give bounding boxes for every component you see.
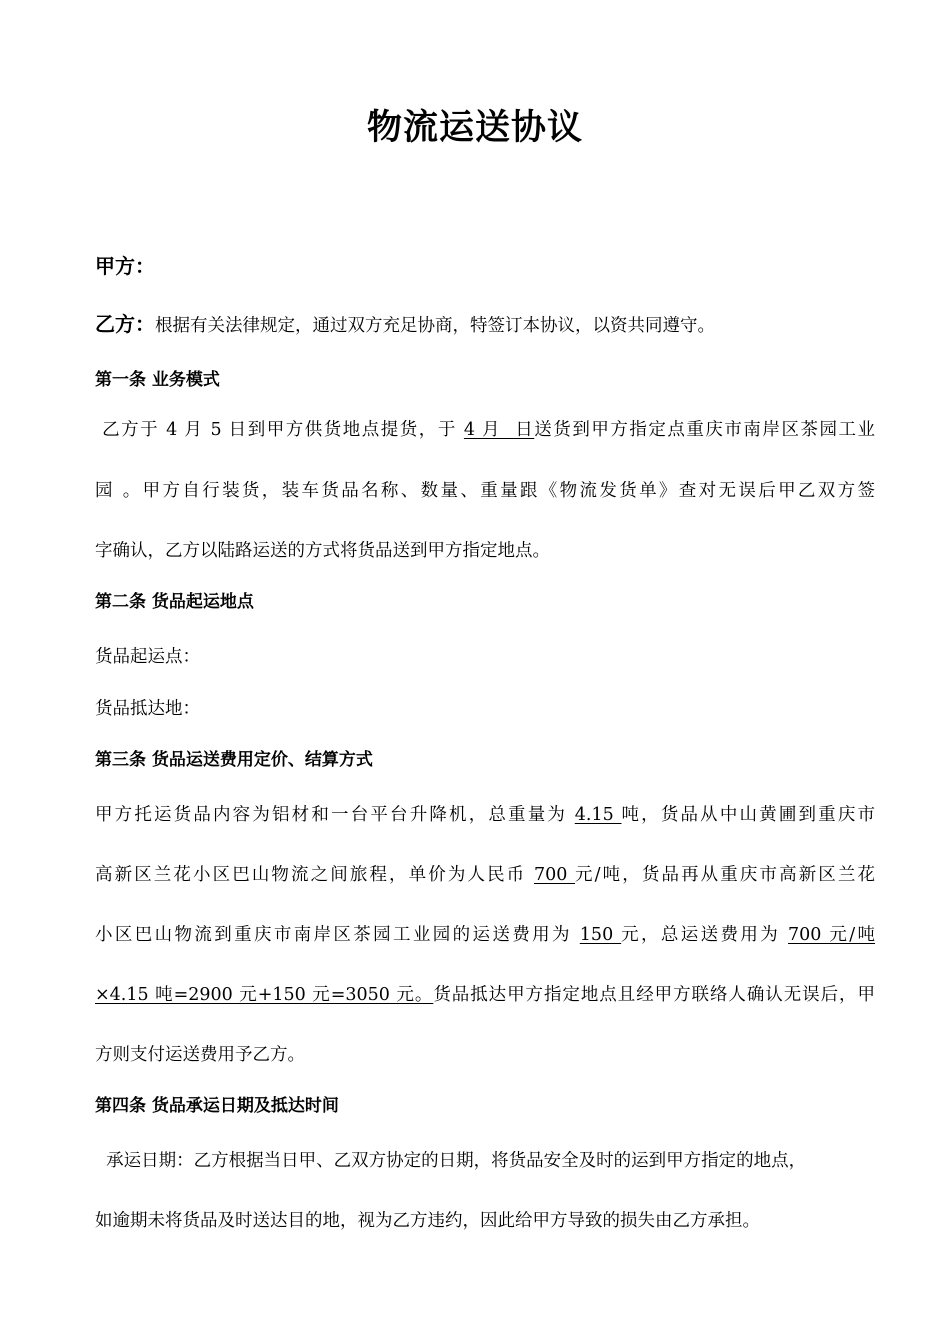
article3-line4 bbox=[95, 983, 875, 1007]
article3-line3-mid: 元，总运送费用为 bbox=[621, 925, 789, 945]
article3-heading: 第三条 货品运送费用定价、结算方式 bbox=[95, 750, 373, 770]
article1-line1 bbox=[95, 418, 875, 442]
article1-line3: 字确认，乙方以陆路运送的方式将货品送到甲方指定地点。 bbox=[95, 541, 550, 561]
transfer-fee-value: 150 bbox=[579, 925, 622, 945]
article1-heading: 第一条 业务模式 bbox=[95, 370, 220, 390]
article3-line1-post: 吨，货品从中山黄圃到重庆市 bbox=[621, 805, 876, 825]
article3-line3 bbox=[95, 923, 875, 947]
total-weight-value: 4.15 bbox=[574, 805, 622, 825]
destination-field: 货品抵达地： bbox=[95, 699, 200, 719]
article2-heading: 第二条 货品起运地点 bbox=[95, 592, 254, 612]
article3-line1 bbox=[95, 803, 875, 827]
party-b-label: 乙方： bbox=[95, 312, 155, 336]
article1-line1-post: 送货到甲方指定点重庆市南岸区茶园工业 bbox=[534, 420, 875, 440]
document-title: 物流运送协议 bbox=[366, 108, 583, 148]
article3-line3-pre: 小区巴山物流到重庆市南岸区茶园工业园的运送费用为 bbox=[95, 925, 580, 945]
article3-line1-pre: 甲方托运货品内容为铝材和一台平台升降机，总重量为 bbox=[95, 805, 575, 825]
party-b-line bbox=[95, 312, 875, 338]
total-fee-formula: ×4.15 吨=2900 元+150 元=3050 元。 bbox=[95, 985, 434, 1005]
article4-heading: 第四条 货品承运日期及抵达时间 bbox=[95, 1096, 339, 1116]
article1-line1-pre: 乙方于 4 月 5 日到甲方供货地点提货，于 bbox=[95, 420, 464, 440]
article1-line2: 园 。甲方自行装货，装车货品名称、数量、重量跟《物流发货单》查对无误后甲乙双方签 bbox=[95, 481, 875, 501]
party-a-label: 甲方： bbox=[95, 254, 155, 278]
article3-line2-pre: 高新区兰花小区巴山物流之间旅程，单价为人民币 bbox=[95, 865, 534, 885]
article4-line1: 承运日期：乙方根据当日甲、乙双方协定的日期，将货品安全及时的运到甲方指定的地点， bbox=[95, 1151, 807, 1171]
article4-line2: 如逾期未将货品及时送达目的地，视为乙方违约，因此给甲方导致的损失由乙方承担。 bbox=[95, 1211, 760, 1231]
party-b-text: 根据有关法律规定，通过双方充足协商，特签订本协议，以资共同遵守。 bbox=[155, 316, 715, 336]
article3-line5: 方则支付运送费用予乙方。 bbox=[95, 1045, 305, 1065]
total-fee-formula-start: 700 元/吨 bbox=[788, 925, 876, 945]
origin-field: 货品起运点： bbox=[95, 647, 200, 667]
delivery-date-blank: 4 月 日 bbox=[463, 420, 535, 440]
unit-price-value: 700 bbox=[533, 865, 576, 885]
article3-line2-post: 元/吨，货品再从重庆市高新区兰花 bbox=[575, 865, 876, 885]
article3-line2 bbox=[95, 863, 875, 887]
article3-line4-post: 货品抵达甲方指定地点且经甲方联络人确认无误后，甲 bbox=[433, 985, 876, 1005]
